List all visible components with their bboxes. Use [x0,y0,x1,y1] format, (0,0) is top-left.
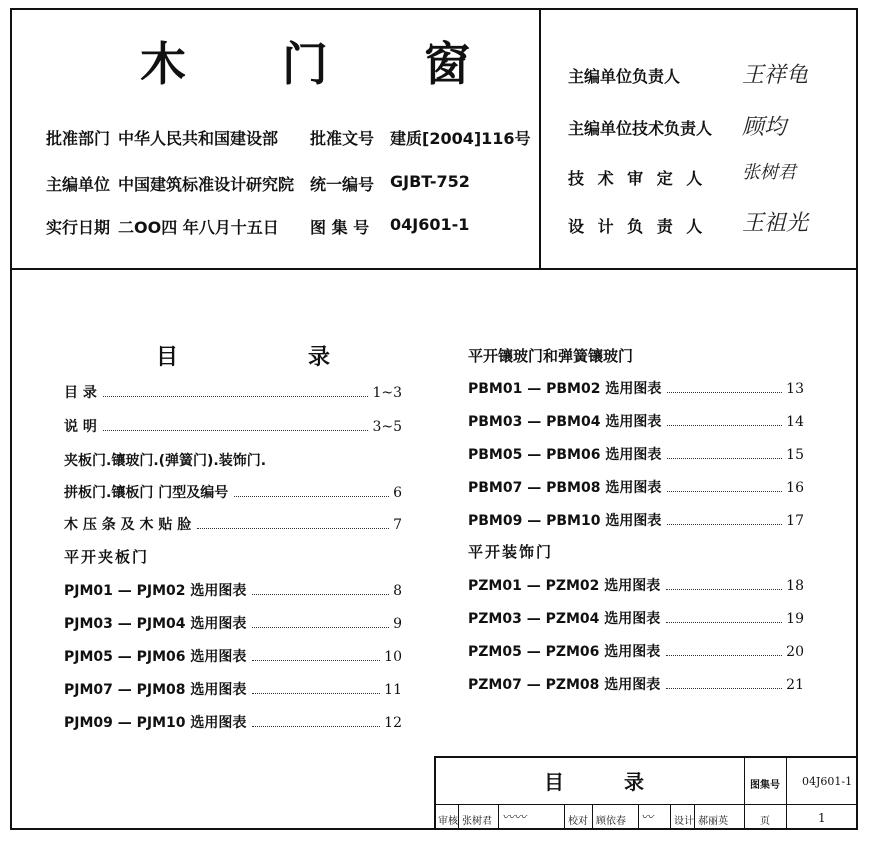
title-block-page-label: 页 [760,816,770,827]
toc-item: PZM01 — PZM02 选用图表 18 [468,578,804,594]
title-block-atlas-no: 04J601-1 [802,775,853,788]
toc-item: 拼板门.镶板门 门型及编号 6 [64,485,402,501]
effective-date-value: 二OO四 年八月十五日 [118,218,279,237]
atlas-no-label: 图 集 号 [310,218,370,237]
tech-reviewer-signature: 张树君 [742,162,796,183]
atlas-no-value: 04J601-1 [390,215,470,234]
toc-item: PBM05 — PBM06 选用图表 15 [468,447,804,463]
chief-unit-head-label: 主编单位负责人 [568,67,681,86]
toc-title-right: 录 [308,345,331,370]
toc-title-left: 目 [156,345,179,370]
approval-dept-label: 批准部门 [46,129,111,148]
approval-doc-label: 批准文号 [310,129,375,148]
header-bottom-rule [10,268,858,270]
unified-no-label: 统一编号 [310,175,375,194]
tech-reviewer-label: 技 术 审 定 人 [568,169,707,188]
toc-section-heading: 平开装饰门 [468,543,554,561]
design-lead-signature: 王祖光 [742,211,809,236]
toc-item: PZM07 — PZM08 选用图表 21 [468,677,804,693]
toc-item: PBM07 — PBM08 选用图表 16 [468,480,804,496]
toc-item: PBM01 — PBM02 选用图表 13 [468,381,804,397]
editor-unit-value: 中国建筑标准设计研究院 [118,175,295,194]
design-lead-label: 设 计 负 责 人 [568,217,707,236]
title-block-reviewer: 张树君 [462,816,492,827]
toc-section-heading: 平开夹板门 [64,548,150,566]
chief-unit-head-signature: 王祥龟 [742,63,809,88]
approval-doc-value: 建质[2004]116号 [390,129,531,148]
toc-item: PBM09 — PBM10 选用图表 17 [468,513,804,529]
title-block-designer: 郝丽英 [698,816,728,827]
toc-item: 目 录 1~3 [64,385,402,401]
title-block-title-left: 目 [544,770,564,794]
title-block-proof-label: 校对 [568,816,588,827]
toc-item: PBM03 — PBM04 选用图表 14 [468,414,804,430]
toc-item: PZM03 — PZM04 选用图表 19 [468,611,804,627]
toc-item: PJM01 — PJM02 选用图表 8 [64,583,402,599]
toc-item: PJM03 — PJM04 选用图表 9 [64,616,402,632]
editor-unit-label: 主编单位 [46,175,111,194]
chief-tech-head-signature: 顾均 [742,115,787,140]
header-vertical-rule [539,8,541,270]
title-block-title-right: 录 [624,770,644,794]
title-block-proof-signature: 〰 [641,810,654,824]
title-block-design-label: 设计 [674,816,694,827]
toc-item: PJM05 — PJM06 选用图表 10 [64,649,402,665]
title-block-proofreader: 顾依春 [596,816,626,827]
title-block-page-no: 1 [818,811,826,825]
toc-section-heading: 平开镶玻门和弹簧镶玻门 [468,347,634,365]
title-block-review-label: 审核 [438,816,458,827]
effective-date-label: 实行日期 [46,218,111,237]
toc-item: 夹板门.镶玻门.(弹簧门).装饰门. [64,453,267,469]
document-title: 木 门 窗 [140,37,511,91]
approval-dept-value: 中华人民共和国建设部 [118,129,279,148]
unified-no-value: GJBT-752 [390,172,470,191]
title-block-review-signature: 〰〰 [502,810,527,824]
title-block-atlas-label: 图集号 [750,780,780,791]
toc-item: 木 压 条 及 木 贴 脸 7 [64,517,402,533]
toc-item: PZM05 — PZM06 选用图表 20 [468,644,804,660]
toc-item: 说 明 3~5 [64,419,402,435]
toc-item: PJM09 — PJM10 选用图表 12 [64,715,402,731]
toc-item: PJM07 — PJM08 选用图表 11 [64,682,402,698]
title-block [434,756,858,830]
chief-tech-head-label: 主编单位技术负责人 [568,119,713,138]
